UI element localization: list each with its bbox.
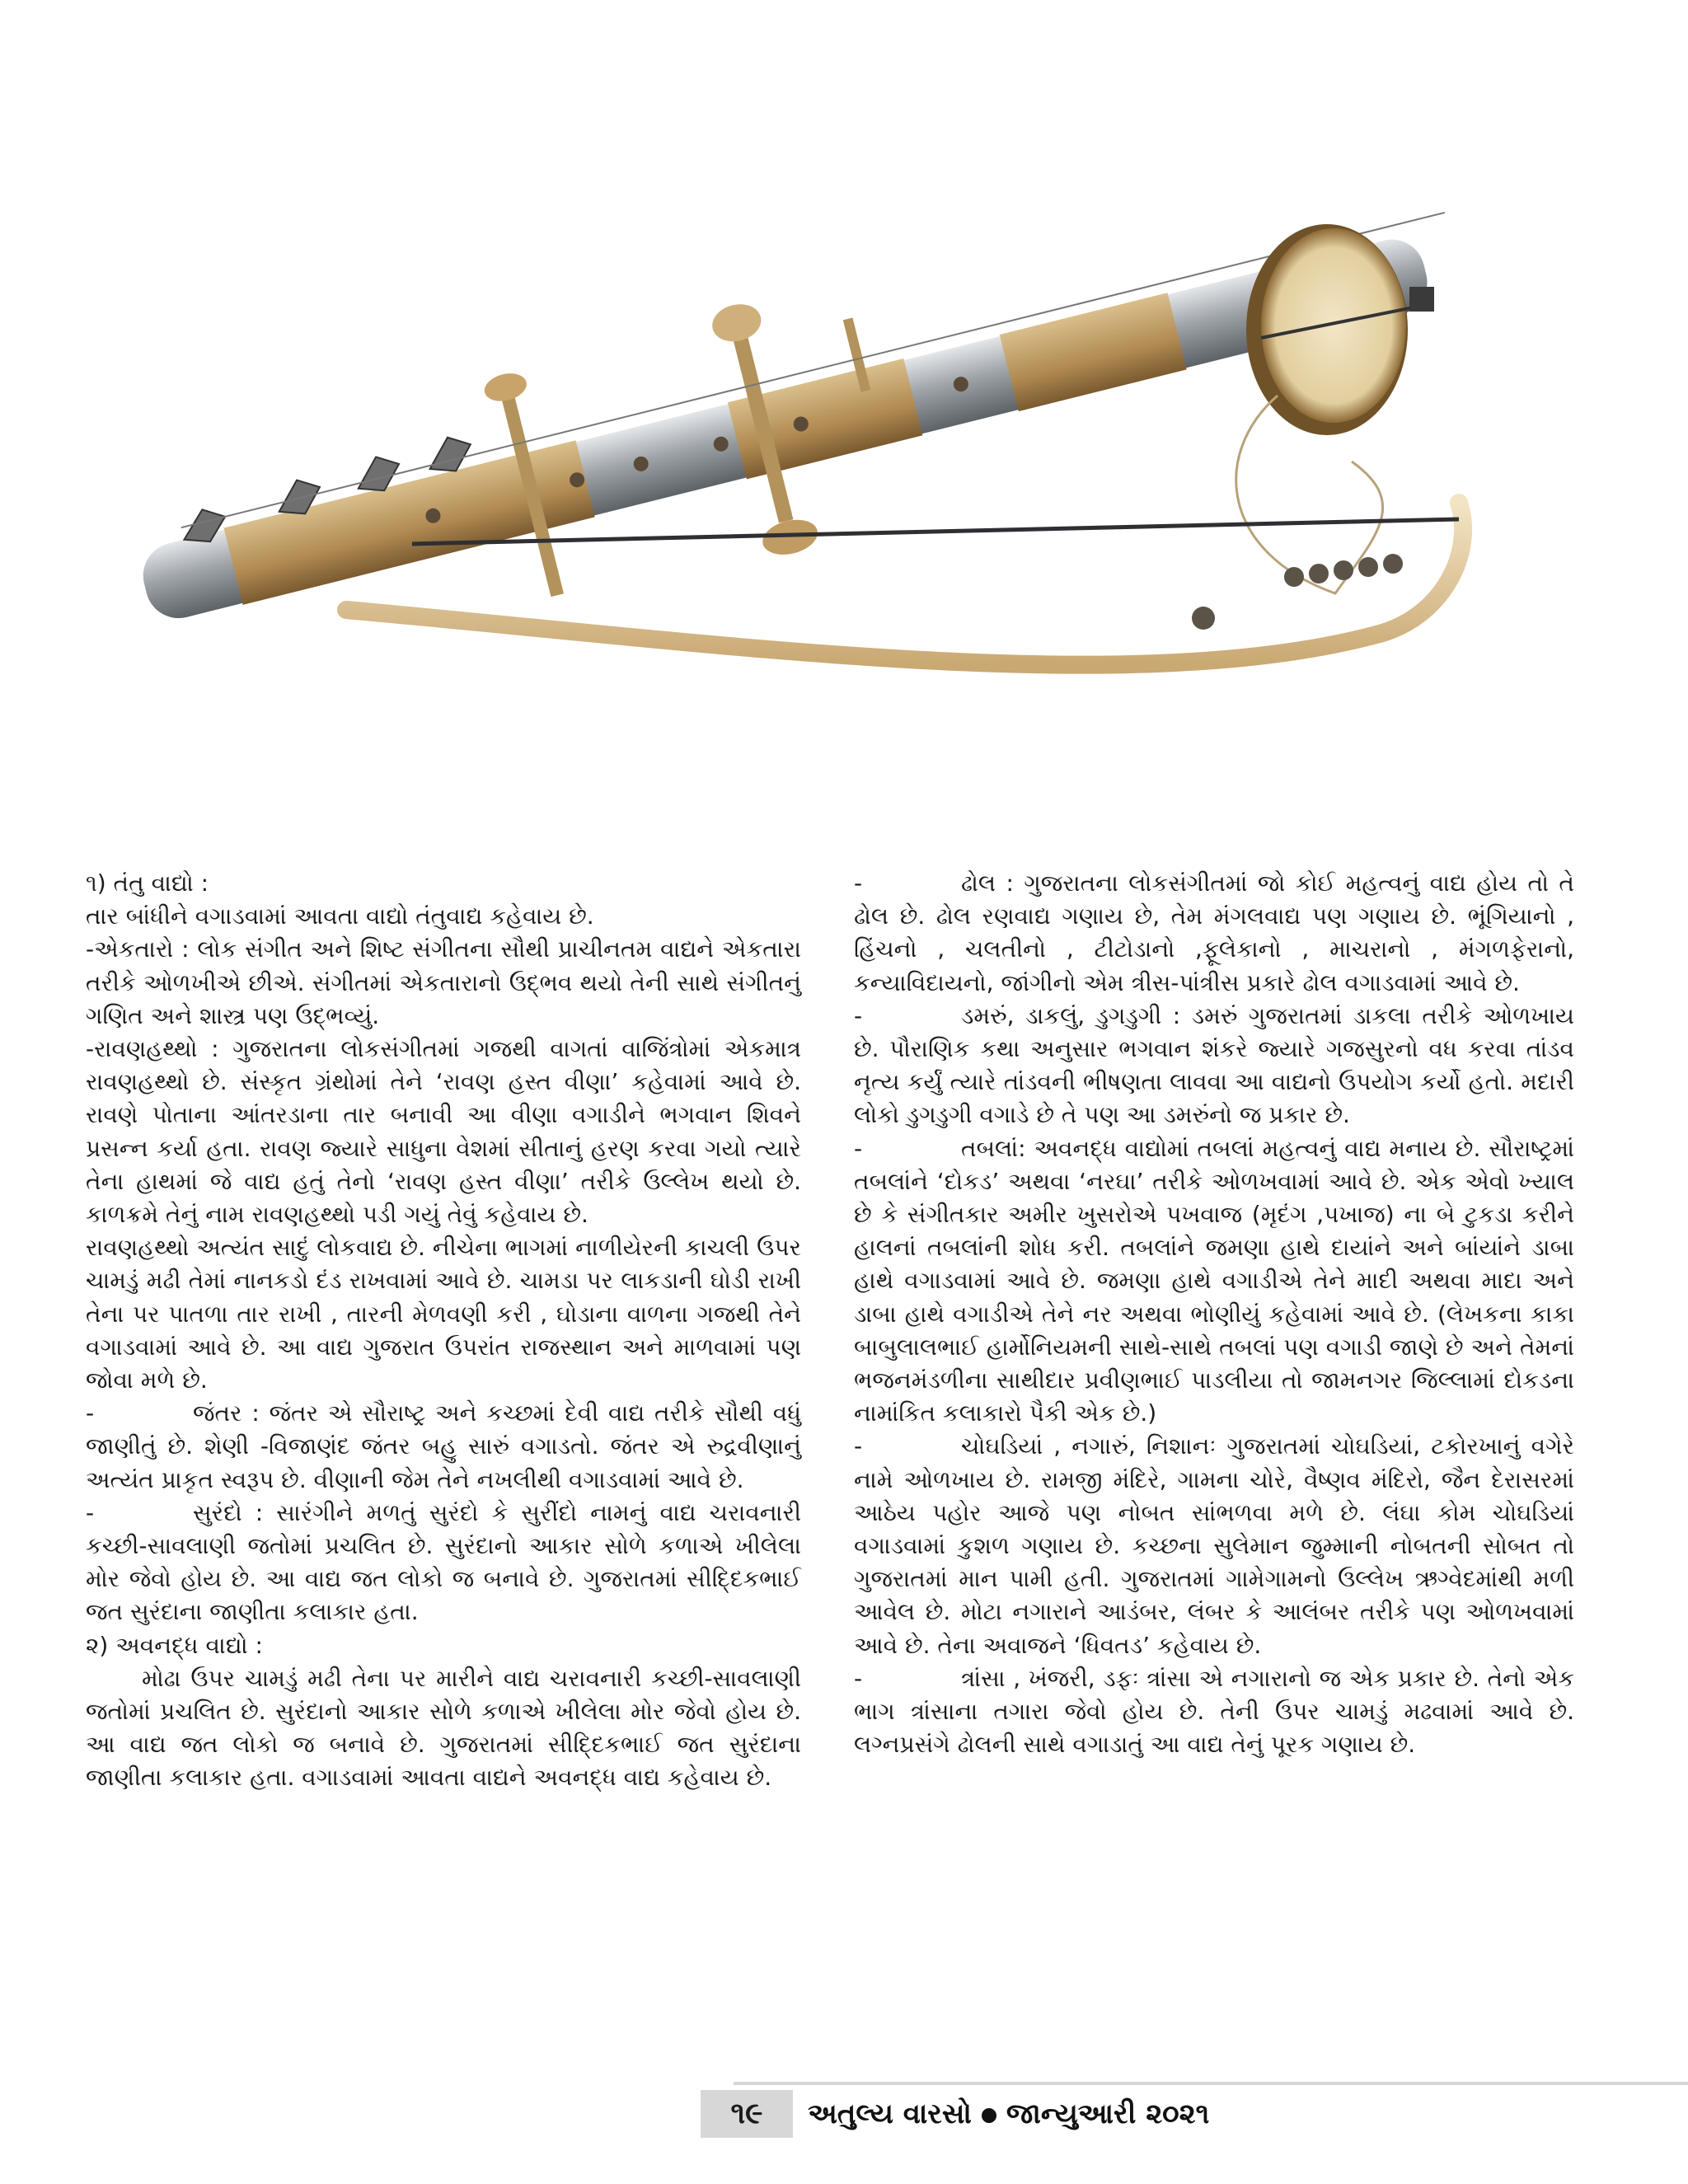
right-column [854,867,1574,1761]
section-heading-string-instruments: ૧) તંતુ વાદ્યો : [86,869,209,897]
paragraph-text: જંતર : જંતર એ સૌરાષ્ટ્ર અને કચ્છમાં દેવી વાદ્ય તરીકે સૌથી વધું જાણીતું છે. શેણી -વિજાણંદ જંતર બહુ સારું વગાડતો. જંતર એ રુદ્રવીણાનું અત્યંત પ્રાકૃત સ્વરૂપ છે. વીણાની જેમ તેને નખલીથી વગાડવામાં આવે છે. [86,1399,801,1493]
paragraph-jantar [86,1397,801,1497]
dash-marker: - [854,1664,863,1692]
bullet-separator [982,2108,996,2123]
footer-rule [734,2082,1688,2085]
paragraph-text: સુરંદો : સારંગીને મળતું સુરંદો કે સુરીંદો નામનું વાદ્ય ચરાવનારી કચ્છી-સાવલાણી જતોમાં પ્રચલિત છે. સુરંદાનો આકાર સોળે કળાએ ખીલેલા મોર જેવો હોય છે. આ વાદ્ય જત લોકો જ બનાવે છે. ગુજરાતમાં સીદ્દિકભાઈ જત સુરંદાના જાણીતા કલાકાર હતા. [86,1498,801,1626]
ravanhattha-instrument-photo [140,206,1558,775]
paragraph-text: ચોઘડિયાં , નગારું, નિશાનઃ ગુજરાતમાં ચોઘડિયાં, ટકોરખાનું વગેરે નામે ઓળખાય છે. રામજી મંદિરે, ગામના ચોરે, વૈષ્ણવ મંદિરો, જૈન દેરાસરમાં આઠેય પહોર આજે પણ નોબત સાંભળવા મળે છે. લંઘા કોમ ચોઘડિયાં વગાડવામાં કુશળ ગણાય છે. કચ્છના સુલેમાન જુમ્માની નોબતની સોબત તો ગુજરાતમાં માન પામી હતી. ગુજરાતમાં ગામેગામનો ઉલ્લેખ ઋગ્વેદમાંથી મળી આવેલ છે. મોટા નગારાને આડંબર, લંબર કે આલંબર તરીકે પણ ઓળખવામાં આવે છે. તેના અવાજને ‘ધિવતડ’ કહેવાય છે. [854,1432,1574,1659]
dash-marker: - [86,1498,95,1526]
paragraph-tabla [854,1132,1574,1431]
paragraph-text: ઢોલ : ગુજરાતના લોકસંગીતમાં જો કોઈ મહત્વનું વાદ્ય હોય તો તે ઢોલ છે. ઢોલ રણવાદ્ય ગણાય છે, તેમ મંગલવાદ્ય પણ ગણાય છે. ભૂંગિયાનો , હિંચનો , ચલતીનો , ટીટોડાનો ,ફૂલેકાનો , માચરાનો , મંગળફેરાનો, કન્યાવિદાયનો, જાંગીનો એમ ત્રીસ-પાંત્રીસ પ્રકારે ઢોલ વગાડવામાં આવે છે. [854,869,1574,996]
paragraph-text: ત્રાંસા , ખંજરી, ડફઃ ત્રાંસા એ નગારાનો જ એક પ્રકાર છે. તેનો એક ભાગ ત્રાંસાના તગારા જેવો હોય છે. તેની ઉપર ચામડું મઢવામાં આવે છે. લગ્નપ્રસંગે ઢોલની સાથે વગાડાતું આ વાદ્ય તેનું પૂરક ગણાય છે. [854,1664,1574,1759]
issue-date: જાન્યુઆરી ૨૦૨૧ [1006,2097,1210,2130]
page-number: ૧૯ [701,2090,793,2138]
paragraph-ravanhattho: -રાવણહથ્થો : ગુજરાતના લોકસંગીતમાં ગજથી વાગતાં વાજિંત્રોમાં એકમાત્ર રાવણહથ્થો છે. સંસ્કૃત ગ્રંથોમાં તેને ‘રાવણ હસ્ત વીણા’ કહેવામાં આવે છે. રાવણે પોતાના આંતરડાના તાર બનાવી આ વીણા વગાડીને ભગવાન શિવને પ્રસન્ન કર્યા હતા. રાવણ જ્યારે સાધુના વેશમાં સીતાનું હરણ કરવા ગયો ત્યારે તેના હાથમાં જે વાદ્ય હતું તેનો ‘રાવણ હસ્ત વીણા’ તરીકે ઉલ્લેખ થયો છે. કાળક્રમે તેનું નામ રાવણહથ્થો પડી ગયું તેવું કહેવાય છે. [86,1035,801,1229]
paragraph-ravanhattho-detail: રાવણહથ્થો અત્યંત સાદું લોકવાદ્ય છે. નીચેના ભાગમાં નાળીયેરની કાચલી ઉપર ચામડું મઢી તેમાં નાનકડો દંડ રાખવામાં આવે છે. ચામડા પર લાકડાની ઘોડી રાખી તેના પર પાતળા તાર રાખી , તારની મેળવણી કરી , ઘોડાના વાળના ગજથી તેને વગાડવામાં આવે છે. આ વાદ્ય ગુજરાત ઉપરાંત રાજસ્થાન અને માળવામાં પણ જોવા મળે છે. [86,1234,801,1394]
paragraph-damru [854,1000,1574,1132]
dash-marker: - [854,1134,863,1162]
paragraph-choghadiya [854,1430,1574,1661]
paragraph: તાર બાંધીને વગાડવામાં આવતા વાદ્યો તંતુવાદ્ય કહેવાય છે. [86,902,594,930]
footer-title [808,2090,1209,2138]
paragraph-avanaddha: મોઢા ઉપર ચામડું મઢી તેના પર મારીને વાદ્ય ચરાવનારી કચ્છી-સાવલાણી જતોમાં પ્રચલિત છે. સુરંદાનો આકાર સોળે કળાએ ખીલેલા મોર જેવો હોય છે. આ વાદ્ય જત લોકો જ બનાવે છે. ગુજરાતમાં સીદ્દિકભાઈ જત સુરંદાના જાણીતા કલાકાર હતા. વગાડવામાં આવતા વાદ્યને અવનદ્ધ વાદ્ય કહેવાય છે. [86,1664,801,1792]
paragraph-ektaro: -એકતારો : લોક સંગીત અને શિષ્ટ સંગીતના સૌથી પ્રાચીનતમ વાદ્યને એકતારા તરીકે ઓળખીએ છીએ. સંગીતમાં એકતારાનો ઉદ્ભવ થયો તેની સાથે સંગીતનું ગણિત અને શાસ્ત્ર પણ ઉદ્ભવ્યું. [86,935,801,1029]
dash-marker: - [854,869,863,897]
paragraph-transa [854,1662,1574,1762]
publication-name: અતુલ્ય વારસો [808,2097,972,2130]
paragraph-dhol [854,867,1574,1000]
dash-marker: - [854,1001,863,1029]
paragraph-surando [86,1497,801,1629]
dash-marker: - [86,1399,95,1427]
left-column [86,867,801,1795]
section-heading-membrane-instruments: ૨) અવનદ્ધ વાદ્યો : [86,1631,263,1659]
dash-marker: - [854,1432,863,1460]
paragraph-text: ડમરું, ડાકલું, ડુગડુગી : ડમરું ગુજરાતમાં ડાકલા તરીકે ઓળખાય છે. પૌરાણિક કથા અનુસાર ભગવાન શંકરે જ્યારે ગજસુરનો વધ કરવા તાંડવ નૃત્ય કર્યું ત્યારે તાંડવની ભીષણતા લાવવા આ વાદ્યનો ઉપયોગ કર્યો હતો. મદારી લોકો ડુગડુગી વગાડે છે તે પણ આ ડમરુંનો જ પ્રકાર છે. [854,1001,1574,1129]
paragraph-text: તબલાં: અવનદ્ધ વાદ્યોમાં તબલાં મહત્વનું વાદ્ય મનાય છે. સૌરાષ્ટ્રમાં તબલાંને ‘દોકડ’ અથવા ‘નરઘા’ તરીકે ઓળખવામાં આવે છે. એક એવો ખ્યાલ છે કે સંગીતકાર અમીર ખુસરોએ પખવાજ (મૃદંગ ,પખાજ) ના બે ટુકડા કરીને હાલનાં તબલાંની શોધ કરી. તબલાંને જમણા હાથે દાયાંને અને બાંયાંને ડાબા હાથે વગાડવામાં આવે છે. જમણા હાથે વગાડીએ તેને માદી અથવા માદા અને ડાબા હાથે વગાડીએ તેને નર અથવા ભોણીયું કહેવામાં આવે છે. (લેખકના કાકા બાબુલાલભાઈ હાર્મોનિયમની સાથે-સાથે તબલાં પણ વગાડી જાણે છે અને તેમનાં ભજનમંડળીના સાથીદાર પ્રવીણભાઈ પાડલીયા તો જામનગર જિલ્લામાં દોકડના નામાંકિત કલાકારો પૈકી એક છે.) [854,1134,1574,1427]
